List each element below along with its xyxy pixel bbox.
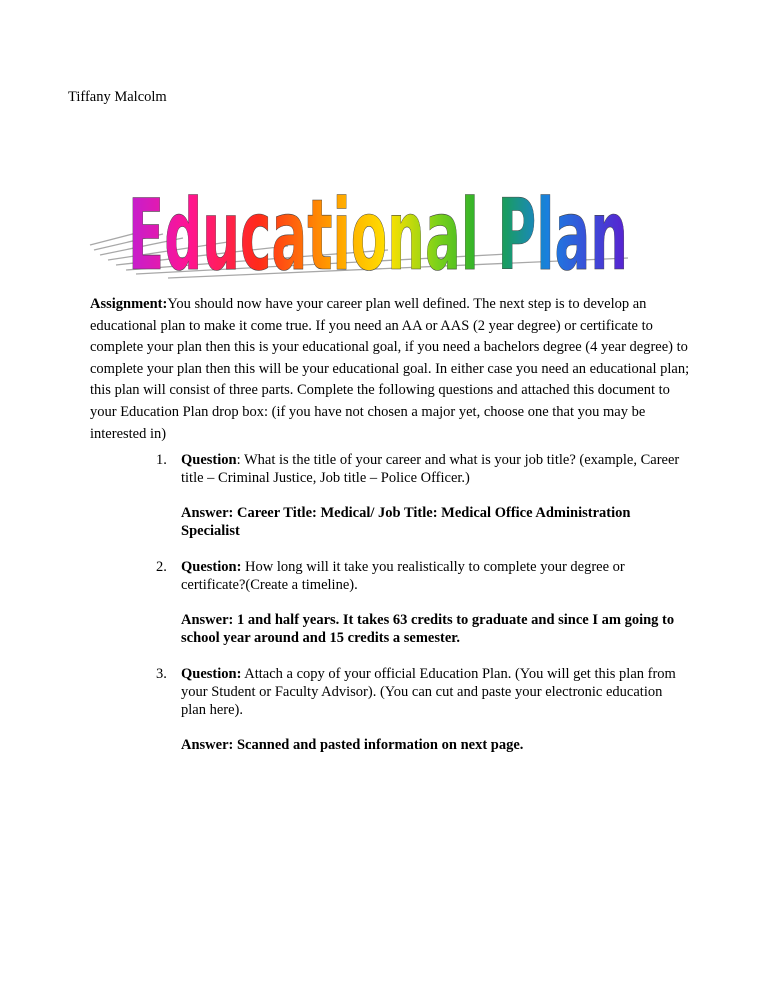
question-body: How long will it take you realistically to complete your degree or certificate?(Create a timeline). [181,559,625,593]
question-item [150,558,690,647]
question-text [181,451,690,487]
question-label: Question [181,452,237,468]
question-text [181,665,690,719]
question-number: 3. [156,666,167,682]
assignment-paragraph [90,294,690,445]
question-body: : What is the title of your career and what is your job title? (example, Career title – Criminal Justice, Job title – Police Officer.) [181,452,680,486]
question-list [150,451,690,772]
assignment-body: You should now have your career plan well defined. The next step is to develop an educational plan to make it come true. If you need an AA or AAS (2 year degree) or certificate to complete your plan then this is your educational goal, if you need a bachelors degree (4 year degree) to complete your plan then this will be your educational goal. In either case you need an educational plan; this plan will consist of three parts. Complete the following questions and attached this document to your Education Plan drop box: (if you have not chosen a major yet, choose one that you may be interested in) [90,296,690,442]
answer-text: Answer: 1 and half years. It takes 63 credits to graduate and since I am going to school year around and 15 credits a semester. [181,612,675,646]
assignment-label: Assignment: [90,296,168,312]
question-item [150,451,690,540]
question-number: 1. [156,452,167,468]
question-label: Question: [181,559,242,575]
question-item [150,665,690,754]
answer-text: Answer: Scanned and pasted information on next page. [181,737,524,753]
author-name: Tiffany Malcolm [68,89,167,105]
wordart-title: Educational Plan [128,179,628,288]
wordart-banner [88,168,668,288]
answer-text: Answer: Career Title: Medical/ Job Title: Medical Office Administration Specialist [181,505,631,539]
question-text [181,558,690,594]
question-body: Attach a copy of your official Education Plan. (You will get this plan from your Student or Faculty Advisor). (You can cut and paste your electronic education plan here). [181,666,676,718]
question-label: Question: [181,666,242,682]
question-number: 2. [156,559,167,575]
